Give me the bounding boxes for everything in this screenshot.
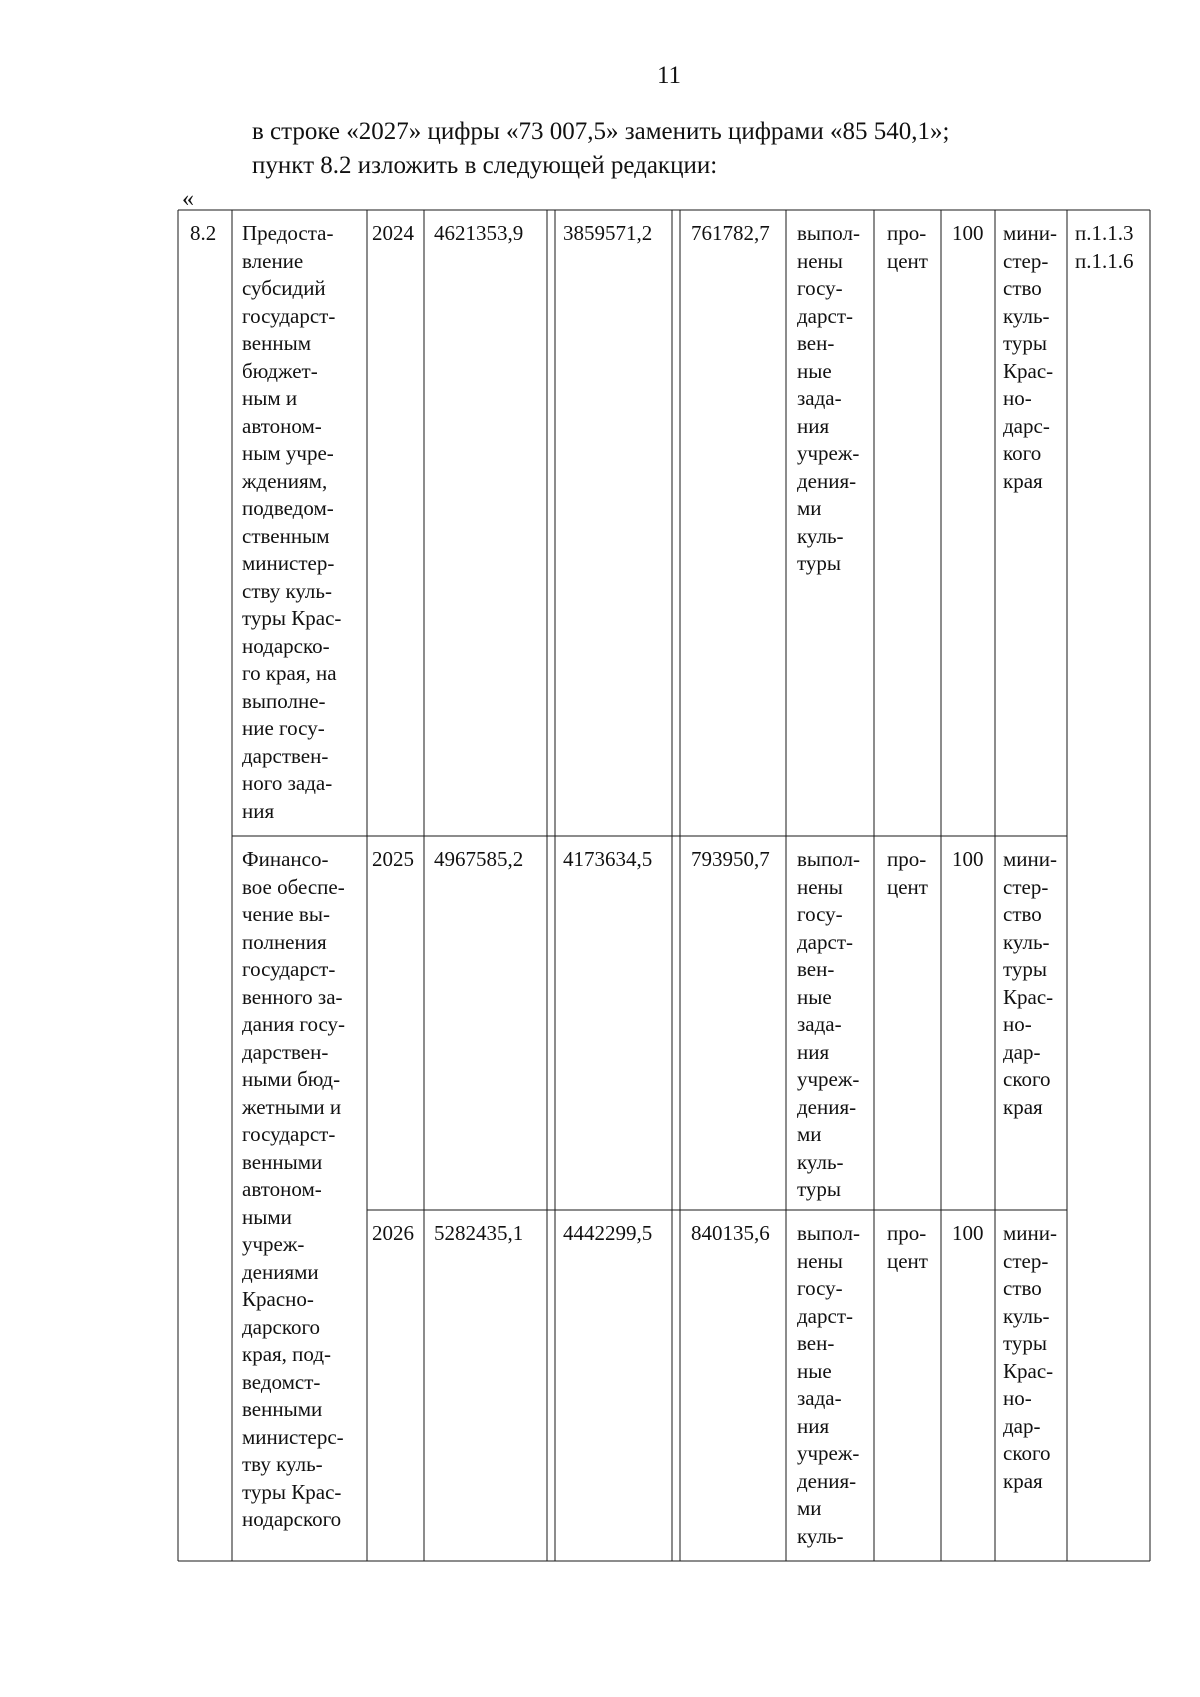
- indicator-cell: выпол- нены госу- дарст- вен- ные зада- ния учреж- дения- ми куль- туры: [797, 221, 860, 575]
- year-cell: 2024: [372, 221, 414, 245]
- regional-budget-cell: 4173634,5: [563, 847, 653, 871]
- references-cell: п.1.1.3 п.1.1.6: [1075, 221, 1134, 273]
- total-amount-cell: 4621353,9: [434, 221, 524, 245]
- indicator-cell: выпол- нены госу- дарст- вен- ные зада- ния учреж- дения- ми куль-: [797, 1221, 860, 1548]
- year-cell: 2026: [372, 1221, 414, 1245]
- regional-budget-cell: 4442299,5: [563, 1221, 653, 1245]
- regional-budget-cell: 3859571,2: [563, 221, 653, 245]
- description-cell-2: Финансо- вое обеспе- чение вы- полнения государст- венного за- дания госу- дарствен- ными бюд- жетными и государст- венными автоном- ными учреж- дениями Красно- дарского края, под- ведомст- венными министерс- тву куль- туры Крас- нодарского: [242, 847, 346, 1531]
- value-cell: 100: [952, 847, 984, 871]
- other-budget-cell: 793950,7: [691, 847, 770, 871]
- value-cell: 100: [952, 221, 984, 245]
- other-budget-cell: 761782,7: [691, 221, 770, 245]
- total-amount-cell: 5282435,1: [434, 1221, 524, 1245]
- description-cell-1: Предоста- вление субсидий государст- венным бюджет- ным и автоном- ным учре- ждениям, подведом- ственным министер- ству куль- туры Крас- нодарско- го края, на выполне- ние госу- дарствен- ного зада- ния: [242, 221, 342, 823]
- other-budget-cell: 840135,6: [691, 1221, 770, 1245]
- unit-cell: про- цент: [887, 1221, 928, 1273]
- unit-cell: про- цент: [887, 221, 928, 273]
- item-number-cell: 8.2: [190, 221, 217, 245]
- intro-line-2: пункт 8.2 изложить в следующей редакции:: [252, 152, 718, 179]
- open-quote: «: [182, 186, 194, 212]
- page-number: 11: [656, 62, 682, 89]
- year-cell: 2025: [372, 847, 414, 871]
- intro-line-1: в строке «2027» цифры «73 007,5» заменить цифрами «85 540,1»;: [252, 118, 950, 145]
- executor-cell: мини- стер- ство куль- туры Крас- но- дарс- кого края: [1003, 221, 1057, 493]
- executor-cell: мини- стер- ство куль- туры Крас- но- дар- ского края: [1003, 847, 1057, 1119]
- executor-cell: мини- стер- ство куль- туры Крас- но- дар- ского края: [1003, 1221, 1057, 1493]
- unit-cell: про- цент: [887, 847, 928, 899]
- indicator-cell: выпол- нены госу- дарст- вен- ные зада- ния учреж- дения- ми куль- туры: [797, 847, 860, 1201]
- value-cell: 100: [952, 1221, 984, 1245]
- total-amount-cell: 4967585,2: [434, 847, 524, 871]
